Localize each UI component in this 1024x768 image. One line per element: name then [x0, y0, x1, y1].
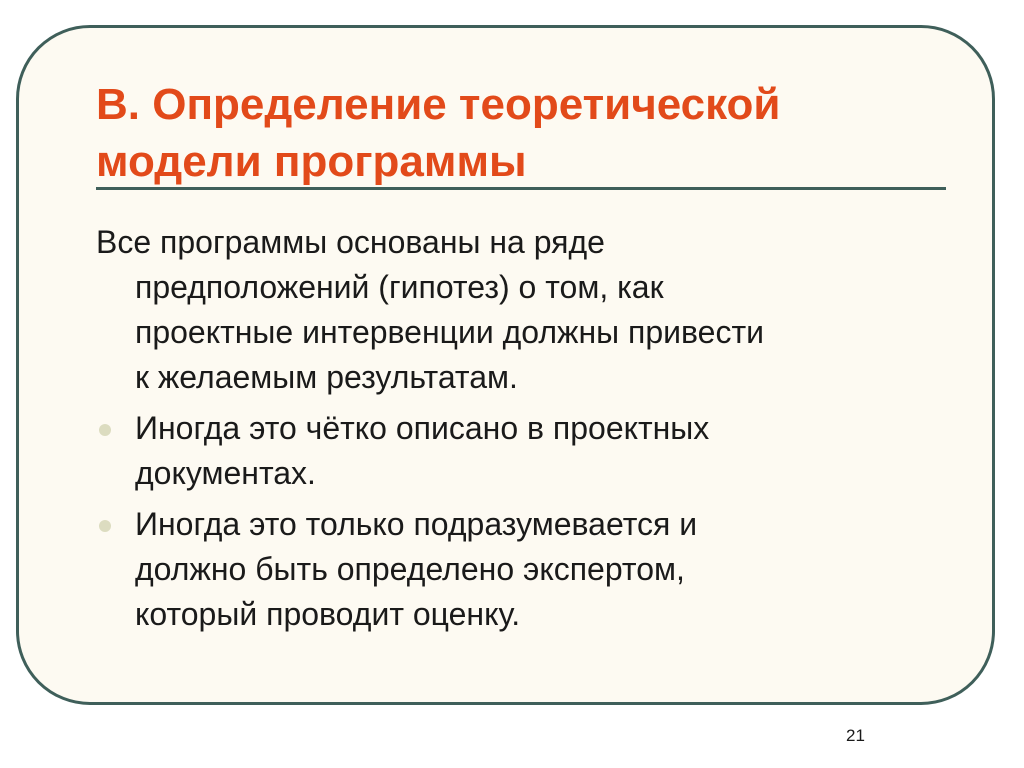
intro-line-4: к желаемым результатам.	[135, 359, 518, 395]
intro-line-2: предположений (гипотез) о том, как	[135, 269, 664, 305]
bullet-item-1	[96, 406, 946, 496]
bullet-2-line-3: который проводит оценку.	[135, 596, 521, 632]
bullet-1-line-2: документах.	[135, 455, 316, 491]
intro-paragraph	[96, 220, 946, 400]
bullet-dot-icon	[99, 520, 111, 532]
page-number: 21	[846, 726, 865, 745]
slide-body	[96, 220, 946, 637]
title-underline-divider	[96, 187, 946, 190]
bullet-2-line-1: Иногда это только подразумевается и	[135, 506, 698, 542]
bullet-item-2	[96, 502, 946, 637]
slide-title	[96, 76, 956, 190]
intro-line-1: Все программы основаны на ряде	[96, 224, 605, 260]
bullet-dot-icon	[99, 424, 111, 436]
intro-line-3: проектные интервенции должны привести	[135, 314, 764, 350]
bullet-2-line-2: должно быть определено экспертом,	[135, 551, 685, 587]
slide-title-line-2: модели программы	[96, 137, 527, 186]
bullet-1-line-1: Иногда это чётко описано в проектных	[135, 410, 710, 446]
slide-title-line-1: В. Определение теоретической	[96, 80, 781, 129]
